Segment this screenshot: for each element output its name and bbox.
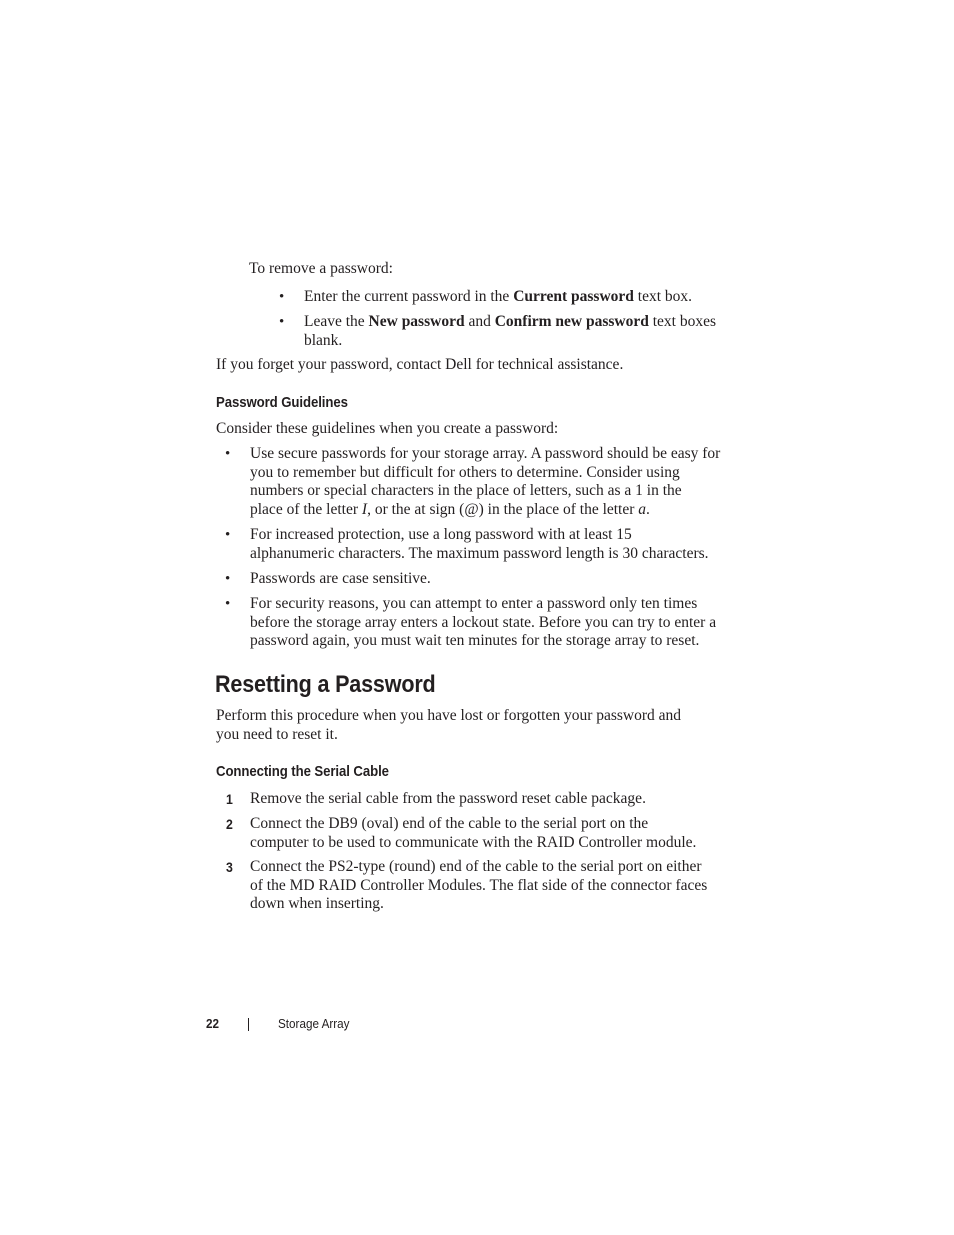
resetting-intro	[216, 707, 681, 744]
page-number: 22	[206, 1016, 220, 1031]
bullet-glyph: •	[225, 571, 231, 587]
text-line: Connect the PS2-type (round) end of the cable to the serial port on either	[250, 858, 702, 875]
footer-divider	[248, 1018, 249, 1031]
text-line: you need to reset it.	[216, 725, 338, 743]
text-run: , or the at sign (@) in the place of the letter	[367, 501, 639, 519]
step-number: 2	[226, 816, 233, 832]
guideline-long-password	[250, 526, 709, 563]
text-run: text boxes	[648, 313, 717, 330]
text-line: For increased protection, use a long password with at least 15	[250, 526, 632, 543]
resetting-password-heading: Resetting a Password	[215, 671, 436, 698]
step-remove-cable	[250, 790, 646, 809]
bullet-glyph: •	[279, 314, 285, 330]
text-line: of the MD RAID Controller Modules. The flat side of the connector faces	[250, 876, 708, 894]
guideline-case-sensitive	[250, 570, 431, 589]
forget-password-note: If you forget your password, contact Dell for technical assistance.	[216, 356, 624, 373]
text-line: For security reasons, you can attempt to enter a password only ten times	[250, 595, 698, 612]
text-run: Enter the current password in the	[304, 288, 514, 305]
bullet-glyph: •	[225, 596, 231, 612]
text-run: .	[646, 501, 650, 519]
bullet-glyph: •	[225, 527, 231, 543]
text-line: you to remember but difficult for others to determine. Consider using	[250, 463, 680, 481]
text-line: password again, you must wait ten minutes for the storage array to reset.	[250, 632, 700, 650]
new-password-label: New password	[368, 313, 465, 330]
letter-i: I	[361, 501, 368, 519]
remove-password-intro: To remove a password:	[249, 260, 393, 277]
text-line: Perform this procedure when you have lost or forgotten your password and	[216, 707, 682, 724]
footer-section-title: Storage Array	[278, 1016, 350, 1031]
current-password-label: Current password	[513, 288, 634, 305]
text-run: and	[464, 313, 495, 330]
text-line: alphanumeric characters. The maximum password length is 30 characters.	[250, 544, 709, 562]
bullet-glyph: •	[279, 289, 285, 305]
serial-cable-heading: Connecting the Serial Cable	[216, 763, 389, 780]
text-run: Leave the	[304, 313, 369, 330]
step-number: 3	[226, 859, 233, 875]
guideline-lockout	[250, 595, 716, 651]
letter-a: a	[638, 501, 647, 519]
bullet-glyph: •	[225, 446, 231, 462]
text-line: Connect the DB9 (oval) end of the cable to the serial port on the	[250, 815, 649, 832]
text-line: numbers or special characters in the place of letters, such as a 1 in the	[250, 482, 682, 500]
text-line: before the storage array enters a lockout state. Before you can try to enter a	[250, 613, 717, 631]
remove-step-leave-blank	[304, 313, 716, 350]
text-line: Passwords are case sensitive.	[250, 570, 431, 587]
step-number: 1	[226, 791, 233, 807]
step-connect-db9	[250, 815, 696, 852]
text-run: place of the letter	[250, 501, 362, 519]
guideline-secure-passwords	[250, 445, 720, 520]
confirm-new-password-label: Confirm new password	[494, 313, 649, 330]
text-run: blank.	[304, 331, 343, 349]
step-connect-ps2	[250, 858, 707, 914]
text-line: down when inserting.	[250, 895, 384, 913]
remove-step-current-password	[304, 288, 692, 307]
text-line: Remove the serial cable from the password reset cable package.	[250, 790, 646, 807]
password-guidelines-heading: Password Guidelines	[216, 394, 348, 411]
text-run: text box.	[633, 288, 693, 305]
text-line: Use secure passwords for your storage array. A password should be easy for	[250, 445, 721, 462]
guidelines-intro: Consider these guidelines when you create a password:	[216, 420, 559, 437]
text-line: computer to be used to communicate with the RAID Controller module.	[250, 833, 697, 851]
